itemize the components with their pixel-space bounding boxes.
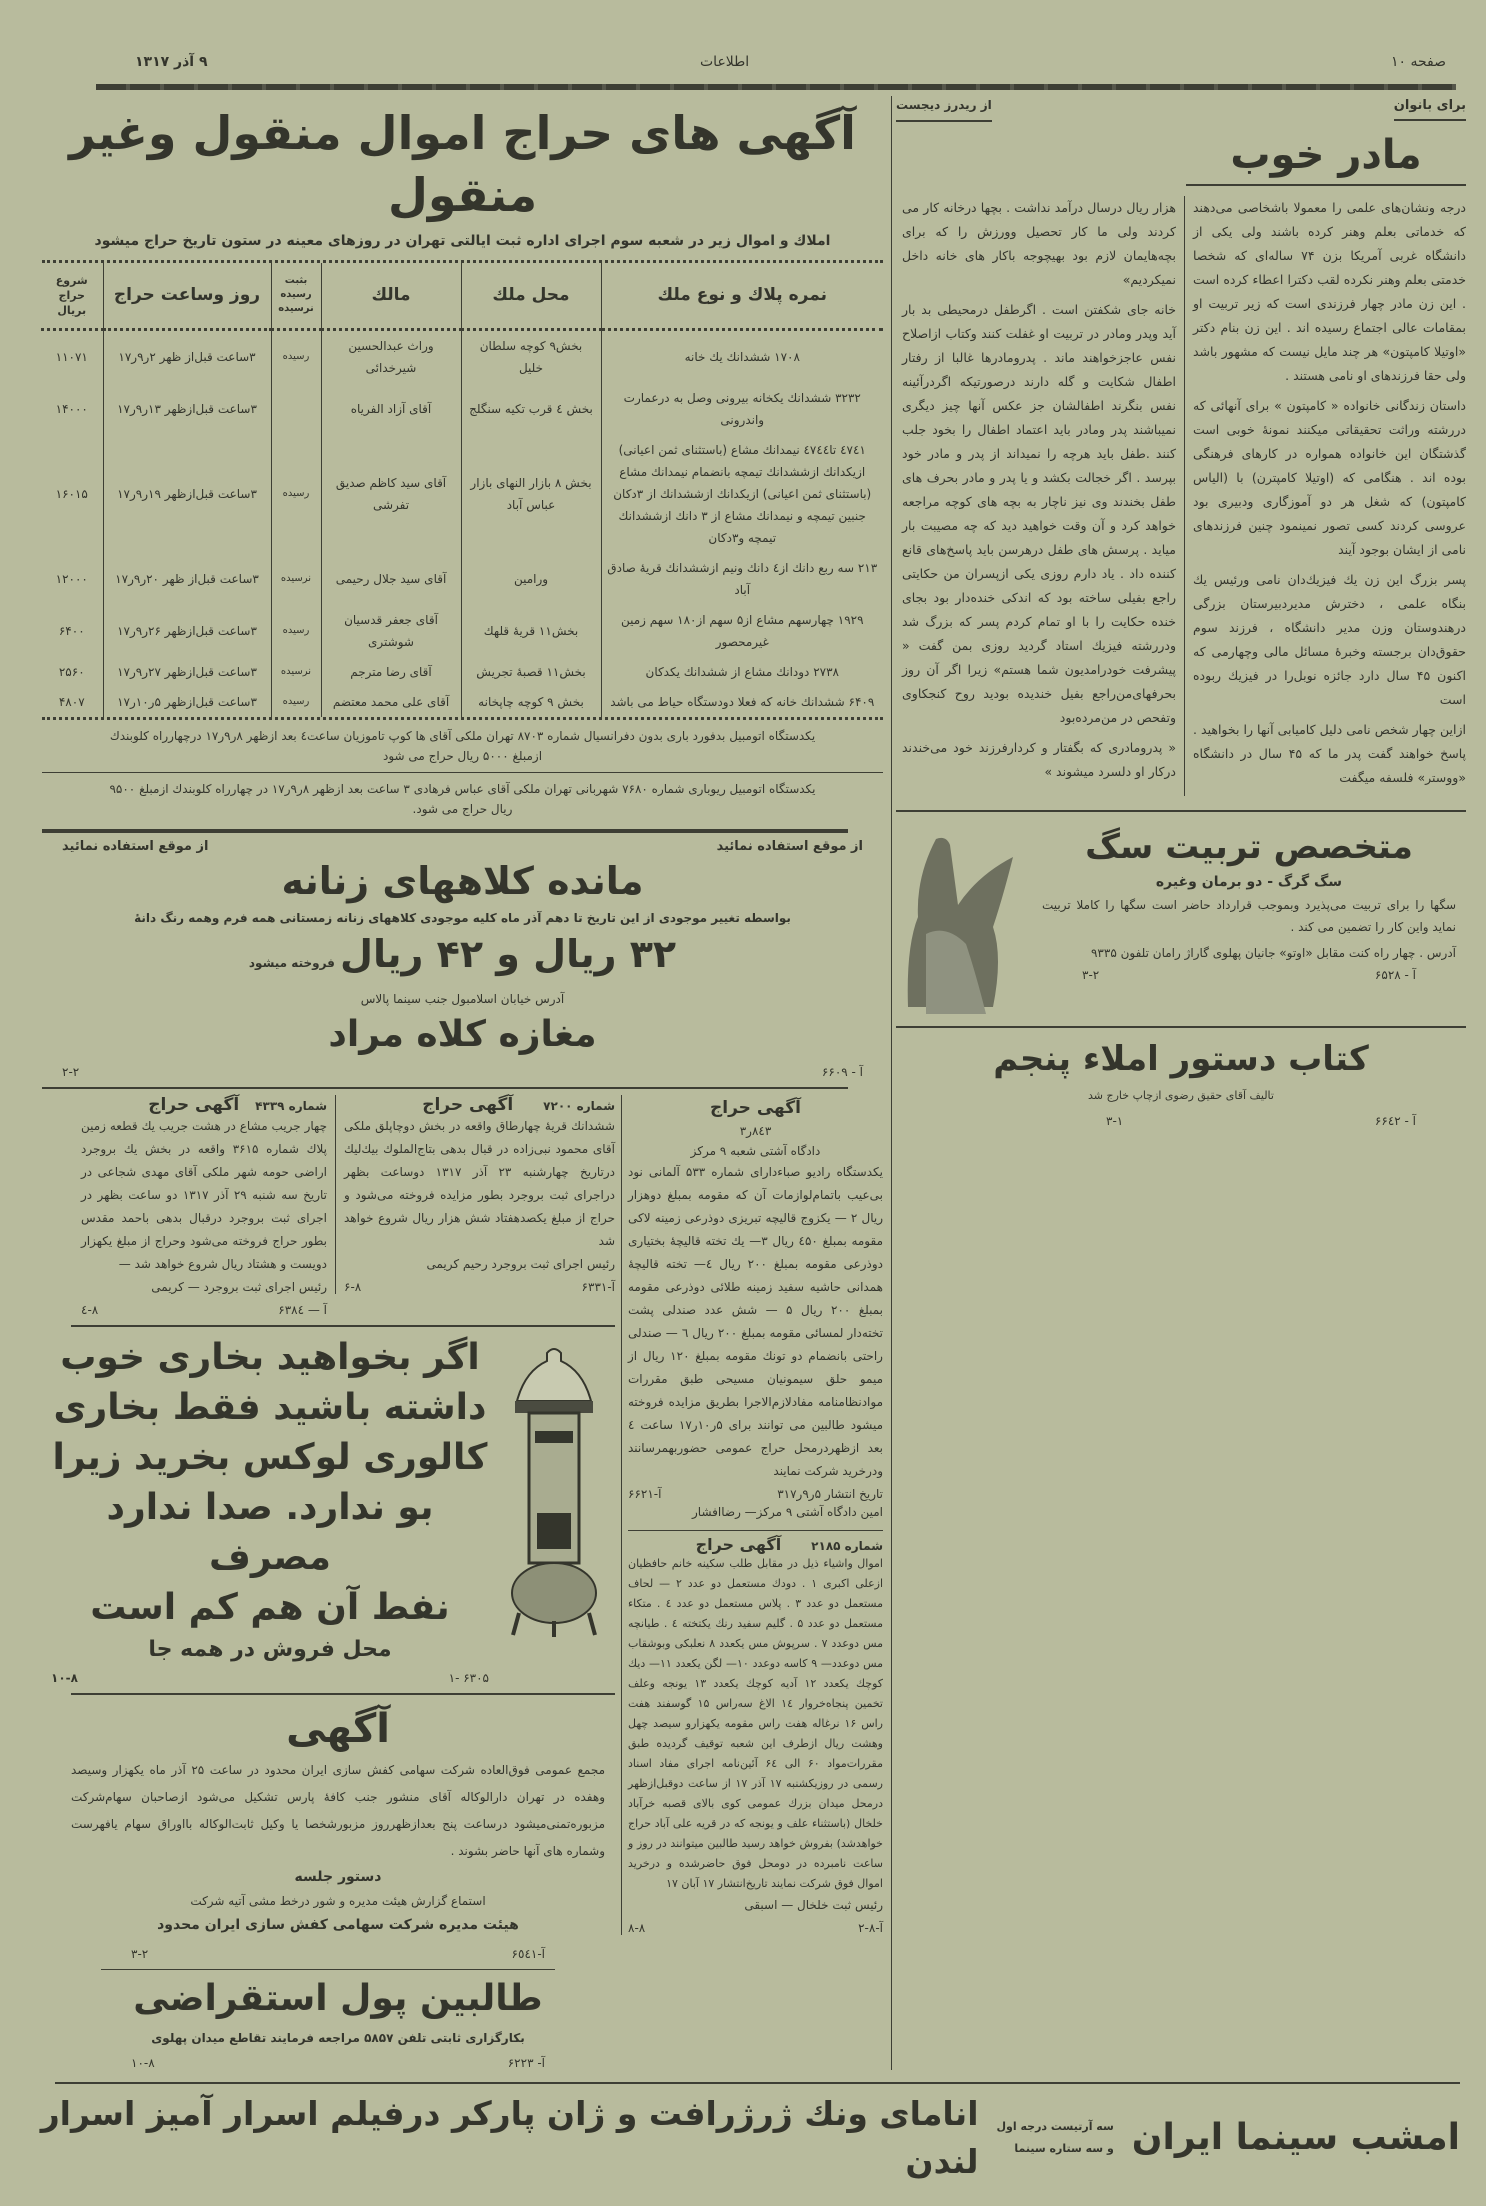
table-cell: آقای جعفر قدسیان شوشتری <box>321 605 461 657</box>
section-label: برای بانوان <box>1394 98 1466 121</box>
article-title: مادر خوب <box>1186 132 1466 186</box>
ad-run: ۱۰-۸ <box>51 1670 78 1685</box>
ad-signature: رئیس اجرای ثبت بروجرد رحیم کریمی <box>426 1256 615 1271</box>
table-cell: رسیده <box>271 435 321 553</box>
divider <box>101 1969 555 1970</box>
paragraph: « پدرومادری که بگفتار و کردارفرزند خود می‌خندند درکار او دلسرد میشوند » <box>902 740 1176 779</box>
table-cell: ۳۲۳۲ ششدانك یکخانه بیرونی وصل به درعمارت واندرونی <box>601 383 883 435</box>
dog-training-ad <box>896 812 1466 1026</box>
stove-ad-line: کالوری لوکس بخرید زیرا <box>52 1436 488 1478</box>
table-cell: ۳ساعت قبل‌ازظهر ۱۹ر۹ر۱۷ <box>103 435 271 553</box>
stove-ad <box>41 1333 615 1685</box>
stove-ad-text <box>41 1333 499 1667</box>
ad-code: آ- ۶۲۲۳ <box>507 2055 545 2070</box>
newspaper-name: اطلاعات <box>700 54 750 70</box>
left-area <box>42 96 892 2070</box>
ad-code: ۶۳۰۵ -۱ <box>448 1670 489 1685</box>
table-cell: ۳ساعت قبل‌از ظهر ۲۰ر۹ر۱۷ <box>103 553 271 605</box>
table-cell: ۲۱۳ سه ربع دانك از٤ دانك ونیم ازششدانك قریهٔ صادق آباد <box>601 553 883 605</box>
cinema-banner <box>30 2090 1470 2206</box>
notice-body: مجمع عمومی فوق‌العاده شرکت سهامی کفش سازی ایران محدود در ساعت ۲۵ آذر ماه یکهزار وسیصد وهفده در تهران دارالوکاله آقای منشور جنب کافهٔ پارس تشکیل می‌شود ازصاحبان سهام‌شرکت مزبوره‌تمنی‌میشود درساعت پنج بعدازظهرروز مزبورشخصا یا وکیل ثابت‌الوکاله بااوراق سهام یافهرست وشماره های آنها حاضر بشوند . <box>71 1762 606 1858</box>
table-cell: ۶۴۰۰ <box>58 623 85 638</box>
table-row <box>41 687 883 717</box>
loan-ad <box>41 1974 615 2070</box>
ad-body: یکدستگاه رادیو صباء‌دارای شماره ۵۳۳ آلمانی نود بی‌عیب باتمام‌لوازمات آن که مقومه بمبلغ دوهزار ریال ۲ — یکزوج قالیچه تبریزی دوذرعی زمینه لاکی مقومه بمبلغ ٤۵۰ ریال ۳— یك تخته قالیچهٔ بختیاری دوذرعی مقومه بمبلغ ۲۰۰ ریال ٤— تخته قالیچهٔ همدانی حاشیه سفید زمینه طلائی دوذرعی مقومه بمبلغ ۲۰۰ ریال ۵ — شش عدد صندلی پشت تخته‌دار لمسائی مقومه بمبلغ ۲۰۰ ریال ٦ — صندلی راحتی بانضمام دو تونك مقومه بمبلغ ۱۲۰ ریال از میمو حلق سیمونیان مسیحی طبق مقررات موادنظامنامه مفادلازم‌الاجرا بطریق مزایده فروخته میشود طالبین می توانند برای ۵ر۱۰ر۱۷ ساعت ٤ بعد ازظهردرمحل حراج عمومی حضوربهمرسانند ودرخرید شرکت نمایند <box>628 1164 884 1478</box>
article-column-left <box>902 196 1184 790</box>
notice-signature: هیئت مدیره شرکت سهامی کفش سازی ایران محدود <box>157 1916 519 1933</box>
table-row <box>41 605 883 657</box>
table-cell: ۳ساعت قبل‌ازظهر ۲۶ر۹ر۱۷ <box>103 605 271 657</box>
issue-date: ۹ آذر ۱۳۱۷ <box>135 54 208 70</box>
table-cell: ۱۷۰۸ ششدانك يك خانه <box>601 329 883 383</box>
table-cell: ۱۲۰۰۰ <box>55 571 88 586</box>
dog-ad-address: آدرس . چهار راه کنت مقابل «اوتو» جانیان پهلوی گاراژ رامان تلفون ۹۳۳۵ <box>1090 946 1456 960</box>
ad-code: آ - ۶۶٤۲ <box>1374 1114 1416 1128</box>
hat-ad-price <box>62 928 863 989</box>
table-cell: آقای رضا مترجم <box>321 657 461 687</box>
auction-ad-4339 <box>45 1095 335 1317</box>
ad-run: ۳-۲ <box>1082 968 1100 982</box>
stove-ad-line: نفط آن هم کم است <box>90 1586 450 1628</box>
ad-code: آ - ۶۵۲۸ <box>1374 968 1416 982</box>
header-rule <box>96 84 1456 90</box>
note-1: یکدستگاه اتومبیل بدفورد باری بدون دفرانسیال شماره ۸۷۰۳ تهران ملکی آقای ها کوپ تاموزیان ساعت٤ بعد ازظهر ۸ر۹ر۱۷ درچهارراه کلوبندك ازمبلغ ۵۰۰۰ ریال حراج می شود <box>42 726 883 773</box>
hat-ad-address: آدرس خیابان اسلامبول جنب سینما پالاس <box>360 991 565 1006</box>
table-cell: ۱۴۰۰۰ <box>55 401 88 416</box>
table-cell: ۱۱۰۷۱ <box>55 349 88 364</box>
ad-tag: از موقع استفاده نمائید <box>716 838 863 854</box>
article-column-right <box>1184 196 1466 796</box>
table-cell: ۳ساعت قبل‌ازظهر ۲۷ر۹ر۱۷ <box>103 657 271 687</box>
table-cell: آقای آزاد الفریاه <box>321 383 461 435</box>
cinema-note <box>997 2116 1114 2160</box>
divider <box>71 1693 615 1695</box>
ad-code: آ - ۶۶۰۹ <box>821 1064 863 1079</box>
ad-number: شماره ۲۱۸۵ <box>811 1538 883 1553</box>
cinema-note-top: سه آرتیست درجه اول <box>996 2119 1114 2133</box>
ad-title: آگهی حراج <box>148 1094 240 1115</box>
ad-signature: رئیس ثبت خلخال — اسبقی <box>744 1897 883 1912</box>
table-cell: ۲۵۶۰ <box>58 664 85 679</box>
price: ۳۲ ریال و ۴۲ ریال <box>340 931 677 976</box>
dog-ad-sub: سگ گرگ - دو برمان وغیره <box>1155 874 1343 890</box>
loan-body: بکارگزاری ثابتی تلفن ۵۸۵۷ مراجعه فرمایند تقاطع میدان پهلوی <box>151 2030 525 2045</box>
table-cell: ۱۹۲۹ چهارسهم مشاع از۵ سهم از۱۸۰ سهم زمین غیرمحصور <box>601 605 883 657</box>
ad-number: ۸٤۳ر۳ <box>739 1123 772 1138</box>
auction-title: آگهی های حراج اموال منقول وغیر منقول <box>69 106 856 222</box>
table-cell: بخش۱۱ قصبهٔ تجریش <box>461 657 601 687</box>
book-ad <box>896 1028 1466 1136</box>
ad-run: ۶-۸ <box>344 1279 362 1294</box>
agenda: استماع گزارش هیئت مدیره و شور درخط مشی آتیه شرکت <box>190 1893 486 1908</box>
paragraph: داستان زندگانی خانواده « کامپتون » برای آنهائی که دررشته وراثت تحقیقاتی میکنند نمونهٔ خوبی است گذشتگان این خانواده همواره در کارهای فرهنگی بوده اند . هنگامی که (اوتیلا کامپترن) با (الیاس کامپتون) که شغل هر دو آموزگاری ودبیری بود عروسی کردند کسی تصور نمینمود چنین فرزندهای نامی از ایشان بوجود آیند <box>1193 398 1466 557</box>
col-header: محل ملك <box>461 263 601 329</box>
ad-body: اموال واشیاء ذیل در مقابل طلب سکینه خانم حافظیان ازعلی اکبری ۱ . دودك مستعمل دو عدد ۲ — لحاف مستعمل دو عدد ۳ . پلاس مستعمل دو عدد ٤ . متکاء مستعمل دو عدد ۵ . گلیم سفید رنك یکتخته ٤ . طیانچه مس دوعدد ۷ . سرپوش مس یکعدد ۸ نعلبکی وبوشقاب مس دوعدد— ۹ کاسه دوعدد ۱۰— لگن یکعدد ۱۱— دیك کوچك یکعدد ۱۲ آدیه کوچك یکعدد ۱۳ یونجه وعلف تخمین پنجاه‌خروار ۱٤ الاغ سه‌راس ۱۵ گوسفند هفت راس ۱۶ نرغاله هفت راس مقومه یکهزارو سیصد چهل وهشت ریال ازطرف این شعبه توقیف گردیده طبق مقررات‌مواد ۶۰ الی ۶٤ آئین‌نامه اجرای مفاد اسناد رسمی در روزیکشنبه ۱۷ آذر ۱۷ از ساعت دوقبل‌ازظهر درمحل میدان بزرك عمومی کوی بالای قصبه خرآباد خلخال (باستثناء علف و یونجه که در قریه علی آباد حراج خواهدشد) بفروش خواهد رسید طالبین میتوانند در روز و ساعت نامبرده در دومحل فوق حاضرشده و درخرید اموال فوق شرکت نمایند تاریخ‌انتشار ۱۷ آبان ۱۷ <box>628 1556 884 1890</box>
ad-title: آگهی حراج <box>710 1097 801 1118</box>
table-row <box>41 435 883 553</box>
ad-code: آ-۶۳۳۱ <box>581 1279 615 1294</box>
auction-ad-7200 <box>335 1095 615 1294</box>
table-cell: ۳ساعت قبل‌ازظهر ۱۳ر۹ر۱۷ <box>103 383 271 435</box>
table-cell: آقای علی محمد معتضم <box>321 687 461 717</box>
table-row <box>41 383 883 435</box>
ad-code: آ-۶٥٤۱ <box>511 1946 545 1961</box>
dog-ad-body: سگها را برای تربیت می‌پذیرد وبموجب قرارداد حاضر است سگها را کاملا تربیت نماید واین کار را تضمین می کند . <box>1042 898 1456 934</box>
ad-run: ۸-٤ <box>81 1302 99 1317</box>
table-cell: نرسیده <box>271 657 321 687</box>
book-ad-title: کتاب دستور املاء پنجم <box>993 1039 1369 1079</box>
table-cell: نرسیده <box>271 553 321 605</box>
court-auction-ad <box>628 1095 883 1524</box>
divider <box>42 1087 848 1089</box>
ad-signature: رئیس اجرای ثبت بروجرد — کریمی <box>151 1279 327 1294</box>
cinema-main: اناماى ونك ژرژرافت و ژان پاركر درفیلم اسرار آمیز اسرار لندن <box>40 2093 979 2181</box>
table-cell: رسیده <box>271 687 321 717</box>
divider <box>42 829 848 833</box>
table-cell: ۲۷۳۸ دودانك مشاع از ششدانك یکدکان <box>601 657 883 687</box>
ad-run: ۱۰-۸ <box>131 2055 155 2070</box>
ad-tag: از موقع استفاده نمائید <box>62 838 209 854</box>
col-header: مالك <box>321 263 461 329</box>
table-cell: آقای سید کاظم صدیق تفرشی <box>321 435 461 553</box>
agenda-title: دستور جلسه <box>294 1868 382 1885</box>
lower-ads <box>42 1095 883 2070</box>
ad-signature: امین دادگاه آشتی ۹ مرکز— رضاافشار <box>692 1504 883 1519</box>
table-cell: ۴۸۰۷ <box>58 694 85 709</box>
paragraph: هزار ریال درسال درآمد نداشت . بچها درخانه کار می کردند ولی ما کار تحصیل وورزش را که برای بچه‌هایمان لازم بود بهیچوجه باکار های خانه داخل نمیکردیم» <box>902 200 1176 287</box>
stove-ad-line: بو ندارد. صدا ندارد مصرف <box>106 1486 434 1578</box>
auction-subtitle: املاك و اموال زیر در شعبه سوم اجرای اداره ثبت ایالتی تهران در روزهای معینه در ستون تاریخ حراج میشود <box>94 233 831 249</box>
table-row <box>41 329 883 383</box>
col-header: شروع حراج بریال <box>55 273 88 317</box>
hat-ad <box>42 839 883 1079</box>
women-section <box>892 96 1470 2070</box>
table-cell: رسیده <box>271 329 321 383</box>
table-cell: بخش۱۱ قریهٔ قلهك <box>461 605 601 657</box>
ad-number: شماره ۷۲۰۰ <box>543 1098 615 1113</box>
hat-ad-line: بواسطه تغییر موجودی از این تاریخ تا دهم آذر ماه کلیه موجودی کلاههای زنانه زمستانی همه فرم وهمه رنگ دانهٔ <box>134 910 791 925</box>
ad-code: آ — ۶۳۸٤ <box>278 1302 327 1317</box>
auction-ad-2185 <box>628 1530 883 1935</box>
cinema-note-bottom: و سه ستاره سینما <box>1014 2141 1114 2155</box>
divider <box>55 2082 1460 2084</box>
article-source: از ریدرز دیجست <box>896 98 992 122</box>
table-cell: ۳ساعت قبل‌از ظهر ۲ر۹ر۱۷ <box>103 329 271 383</box>
ad-code: آ-۶۶۲۱ <box>628 1486 662 1501</box>
price-suffix: فروخته میشود <box>248 955 335 970</box>
kerosene-stove-illustration <box>509 1343 599 1643</box>
stove-ad-sub: محل فروش در همه جا <box>148 1636 392 1662</box>
table-cell: ۱۶۰۱۵ <box>55 486 88 501</box>
table-cell: ٤٧٤١ تا٤٧٤٤ نیمدانك مشاع (باستثنای ثمن اعیانی) ازیکدانك ازششدانك تیمچه بانضمام نیمدانك مشاع (باستثنای ثمن اعیانی) ازیکدانك ازششدانك از ۳دکان جنبین تیمچه و نیمدانك مشاع از ۳ دانك ازششدانك تیمچه و۳دکان <box>601 435 883 553</box>
table-cell: بخش۹ کوچه سلطان خلیل <box>461 329 601 383</box>
paragraph: ازاین چهار شخص نامی دلیل کامیابی آنها را بخواهید . پاسخ خواهند گفت پدر ما که ۴۵ سال در دانشگاه «ووستر» فلسفه میگفت <box>1193 722 1466 785</box>
ad-code: آ-۸-۲ <box>858 1920 883 1935</box>
table-cell: بخش ۸ بازار النهای بازار عباس آباد <box>461 435 601 553</box>
col-header: روز وساعت حراج <box>103 263 271 329</box>
notice-title: آگهی <box>286 1705 390 1752</box>
ad-body: چهار جریب مشاع در هشت جریب یك قطعه زمین پلاك شماره ۳۶۱۵ واقعه در بخش یك بروجرد اراضی حومه شهر ملکی آقای مهدی شجاعی در تاریخ سه شنبه ۲۹ آذر ۱۳۱۷ دو ساعت بظهر در اجرای ثبت بروجرد درقبال بدهی باحمد مقدس بطور حراج فروخته می‌شود وحراج از مبلغ یکهزار دویست و هشتاد ریال شروع خواهد شد — <box>81 1118 328 1271</box>
auction-note <box>42 726 883 819</box>
auction-table <box>42 260 883 720</box>
page-number: صفحه ۱۰ <box>1390 54 1446 70</box>
table-cell: آقای سید جلال رحیمی <box>321 553 461 605</box>
ad-number: شماره ۴۳۳۹ <box>255 1098 327 1113</box>
table-row <box>41 657 883 687</box>
ad-title: آگهی حراج <box>422 1094 514 1115</box>
loan-title: طالبین پول استقراضی <box>133 1977 543 2019</box>
col-header: نمره پلاك و نوع ملك <box>601 263 883 329</box>
ad-run: ۸-۸ <box>628 1920 646 1935</box>
table-cell: ورامین <box>461 553 601 605</box>
shareholders-notice-ad <box>41 1701 615 1961</box>
divider <box>71 1325 615 1327</box>
ad-date: تاریخ انتشار ۵ر۹ر۳۱۷ <box>777 1486 883 1501</box>
table-cell: بخش ٤ قرب تکیه سنگلج <box>461 383 601 435</box>
right-ad-column <box>621 1095 883 1935</box>
table-cell: بخش ۹ کوچه چاپخانه <box>461 687 601 717</box>
hat-ad-shop: مغازه کلاه مراد <box>328 1013 597 1055</box>
col-header: بثبت رسیده نرسیده <box>271 263 321 329</box>
note-2: یکدستگاه اتومبیل ریوباری شماره ۷۶۸۰ شهربانی تهران ملکی آقای عباس فرهادی ۳ ساعت بعد ازظهر ۸ر۹ر۱۷ در چهارراه کلوبندك ازمبلغ ۹۵۰۰ ریال حراج می شود. <box>109 781 816 816</box>
table-row <box>41 553 883 605</box>
table-cell: رسیده <box>271 605 321 657</box>
table-cell <box>271 383 321 435</box>
ad-run: ۲-۲ <box>62 1064 80 1079</box>
ad-title: آگهی حراج <box>695 1534 782 1554</box>
table-cell: ۳ساعت قبل‌ازظهر ۵ر۱۰ر۱۷ <box>103 687 271 717</box>
stove-ad-line: داشته باشید فقط بخاری <box>53 1386 487 1428</box>
paragraph: پسر بزرگ این زن یك فیزیك‌دان نامی ورئیس یك بنگاه علمی ، دخترش مدیردبیرستان بزرگی درهندوستان وزن مدیر دانشگاه ، فرزند سوم حقوق‌دان برجسته وخبرهٔ مسائل مالی وچهارمی که اکنون ۴۵ سال دارد جائزه نوبل‌را در فیزیك ربوده است <box>1193 572 1466 707</box>
ad-run: ۳-۱ <box>1106 1114 1124 1128</box>
ad-body: ششدانك قریهٔ چهارطاق واقعه در بخش دوچاپلق ملکی آقای محمود نبی‌زاده در قبال بدهی بتاج‌الملوك بیك‌لیك درتاریخ چهارشنبه ۲۳ آذر ۱۳۱۷ دوساعت بظهر دراجرای ثبت بروجرد بطور مزایده فروخته می‌شود و حراج از مبلغ یکصدهفتاد شش هزار ریال شروع خواهد شد <box>344 1118 615 1248</box>
book-ad-body: تالیف آقای حقیق رضوی ازچاپ خارج شد <box>1088 1089 1274 1102</box>
main-columns <box>30 96 1470 2070</box>
stove-ad-line: اگر بخواهید بخاری خوب <box>60 1336 480 1378</box>
paragraph: خانه جای شکفتن است . اگرطفل درمحیطی بد بار آید وپدر ومادر در تربیت او غفلت کنند وکتاب ازاصلاح نفس عاجزخواهند ماند . پدرومادرها غالبا از رفتار اطفال شکایت و گله دارند درصورتیکه اگردرآئینه نفس بنگرند اطفالشان جز عکس آنها چیز دیگری نمیباشند پدر ومادر باید اعتماد اطفال را بخود جلب کنند .طفل باید هرچه را نمیداند از پدر و مادر خود بپرسد . اگر خجالت بکشد و یا پدر و مادر بحرف های طفل بخندند وی نیز ناچار به بچه های کوچه مراجعه خواهد کرد و آن وقت خواهید دید که چه مصیبت بار میاید . پرسش های طفل درهرسن باید پاسخ‌های قانع کننده داد . یاد دارم روزی یکی ازپسران من حکایتی راجع بفیلی ساخته بود که اندکی خنده‌دار بود بجای خنده حکایت را با او تمام کردم پسر که بزرگ شد ودررشته فیزیك استاد گردید روزی بمن گفت « پیشرفت خودرامدیون شما هستم» زیرا اگر آن روز بحرفهای‌من‌راجع بفیل خندیده بودید روح کنجکاوی وتفحص در من‌مرده‌بود <box>902 302 1176 725</box>
ad-run: ۳-۲ <box>131 1946 149 1961</box>
court-name: دادگاه آشتی شعبه ۹ مرکز <box>690 1143 821 1158</box>
paragraph: درجه ونشان‌های علمی را معمولا باشخاصی می‌دهند که خدماتی بعلم وهنر کرده باشند ولی یکی از دانشگاه غربی آمریکا بزن ۷۴ ساله‌ای که شخصا خدمتی بعلم وهنر نکرده لقب دکترا اعطاء کرده است . این زن مادر چهار فرزندی است که زیر تربیت او بمقامات عالی اجتماع رسیده اند . این زن بنام دکتر «اوتیلا کامپتون» هر چند مایل نیست که مشهور باشد ولی حقا فرزندهای او نامی هستند . <box>1193 200 1466 383</box>
dog-ad-title: متخصص تربیت سگ <box>1085 827 1413 867</box>
hat-ad-title: مانده کلاههای زنانه <box>281 858 644 903</box>
table-cell: وراث عبدالحسین شیرخدائی <box>321 329 461 383</box>
page-body <box>30 96 1470 2206</box>
german-shepherd-illustration <box>906 834 1026 1014</box>
cinema-lead: امشب سینما ایران <box>1131 2116 1460 2158</box>
table-cell: ۶۴۰۹ ششدانك خانه که فعلا دودستگاه حیاط می باشد <box>601 687 883 717</box>
left-ad-column <box>41 1095 621 2070</box>
